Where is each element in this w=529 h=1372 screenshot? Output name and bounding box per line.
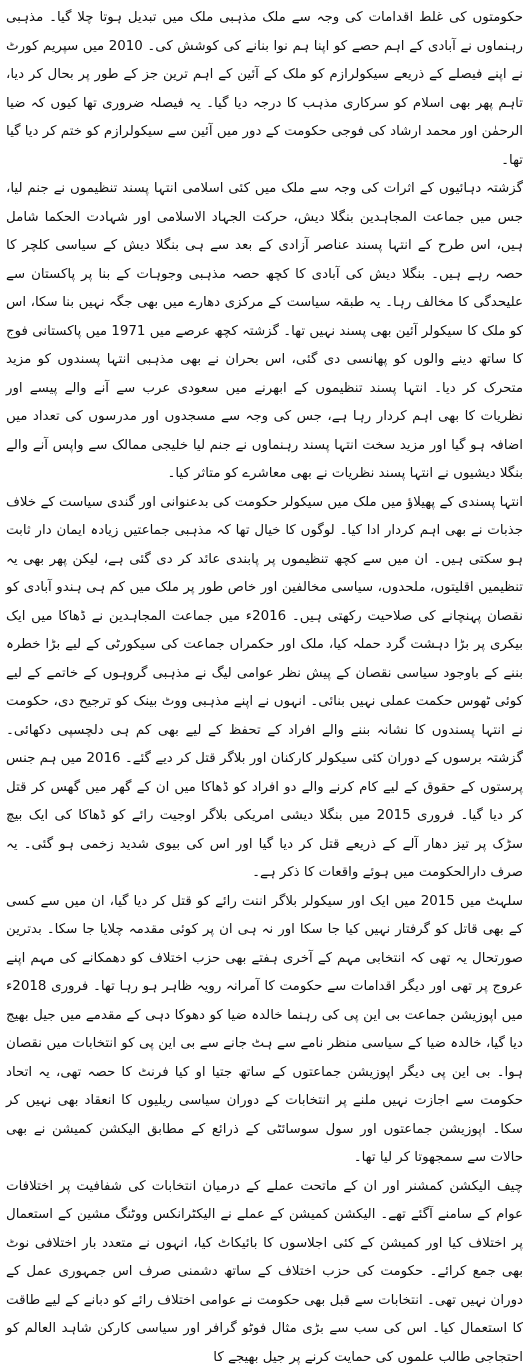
paragraph-4: سلہٹ میں 2015 میں ایک اور سیکولر بلاگر اننت رائے کو قتل کر دیا گیا، ان میں سے کسی کے بھی قاتل کو گرفتار نہیں کیا جا سکا اور نہ ہی ان پر کوئی مقدمہ چلایا جا سکا۔ بدترین صورتحال یہ تھی کہ انتخابی مہم کے آخری ہفتے بھی حزب اختلاف کو دھمکانے کی مہم اپنے عروج پر تھی اور دیگر اقدامات سے حکومت کا آمرانہ رویہ ظاہر ہو رہا تھا۔ فروری 2018ء میں اپوزیشن جماعت بی این پی کی رہنما خالدہ ضیا کو دھوکا دہی کے مقدمے میں جیل بھیج دیا گیا، خالدہ ضیا کے سیاسی منظر نامے سے ہٹ جانے سے بی این پی کو انتخابات میں نقصان ہوا۔ بی این پی دیگر اپوزیشن جماعتوں کے ساتھ جتیا او کیا فرنٹ کا حصہ تھی، یہ اتحاد حکومت سے اجازت نہیں ملنے پر انتخابات کے دوران سیاسی ریلیوں کا انعقاد بھی نہیں کر سکا۔ اپوزیشن جماعتوں اور سول سوسائٹی کے ذرائع کے مطابق الیکشن کمیشن نے بھی حالات سے سمجھوتا کر لیا تھا۔	[6, 888, 523, 1173]
paragraph-3: انتہا پسندی کے پھیلاؤ میں ملک میں سیکولر حکومت کی بدعنوانی اور گندی سیاست کے خلاف جذبات نے بھی اہم کردار ادا کیا۔ لوگوں کا خیال تھا کہ مذہبی جماعتیں زیادہ ایمان دار ثابت ہو سکتی ہیں۔ ان میں سے کچھ تنظیموں پر پابندی عائد کر دی گئی ہے، لیکن پھر بھی یہ تنظیمیں اقلیتوں، ملحدوں، سیاسی مخالفین اور خاص طور پر ملک میں کم ہی ہندو آبادی کو نقصان پہنچانے کی صلاحیت رکھتی ہیں۔ 2016ء میں جماعت المجاہدین نے ڈھاکا میں ایک بیکری پر بڑا دہشت گرد حملہ کیا، ملک اور حکمراں جماعت کی سیکورٹی کے لیے بڑا خطرہ بننے کے باوجود سیاسی نقصان کے پیش نظر عوامی لیگ نے مذہبی گروہوں کے خاتمے کے لیے کوئی ٹھوس حکمت عملی نہیں بنائی۔ انہوں نے اپنے مذہبی ووٹ بینک کو ترجیح دی، حکومت نے انتہا پسندوں کا نشانہ بننے والے افراد کے تحفظ کے لیے بھی کم ہی دلچسپی دکھائی۔ گزشتہ برسوں کے دوران کئی سیکولر کارکنان اور بلاگر قتل کر دیے گئے۔ 2016 میں ہم جنس پرستوں کے حقوق کے لیے کام کرنے والے دو افراد کو ڈھاکا میں ان کے گھر میں گھس کر قتل کر دیا گیا۔ فروری 2015 میں بنگلا دیشی امریکی بلاگر اوجیت رائے کو ڈھاکا کی ایک بیچ سڑک پر تیز دھار آلے کے ذریعے قتل کر دیا گیا اور اس کی بیوی شدید زخمی ہو گئی۔ یہ صرف دارالحکومت میں ہوئے واقعات کا ذکر ہے۔	[6, 489, 523, 888]
paragraph-5: چیف الیکشن کمشنر اور ان کے ماتحت عملے کے درمیان انتخابات کی شفافیت پر اختلافات عوام کے سامنے آگئے تھے۔ الیکشن کمیشن کے عملے نے الیکٹرانکس ووٹنگ مشین کے استعمال پر اختلاف کیا اور کمیشن کے کئی اجلاسوں کا بائیکاٹ کیا، انہوں نے متعدد بار اختلافی نوٹ بھی جمع کرائے۔ حکومت کی حزب اختلاف کے ساتھ دشمنی صرف اس جمہوری عمل کے دوران نہیں تھی۔ انتخابات سے قبل بھی حکومت نے عوامی اختلاف رائے کو دبانے کے لیے طاقت کا استعمال کیا۔ اس کی سب سے بڑی مثال فوٹو گرافر اور سیاسی کارکن شاہد العالم کو احتجاجی طالب علموں کی حمایت کرنے پر جیل بھیجے کا	[6, 1173, 523, 1372]
paragraph-2: گزشتہ دہائیوں کے اثرات کی وجہ سے ملک میں کئی اسلامی انتہا پسند تنظیموں نے جنم لیا، جس میں جماعت المجاہدین بنگلا دیش، حرکت الجہاد الاسلامی اور شہادت الحکما شامل ہیں، اس طرح کے انتہا پسند عناصر آزادی کے بعد سے ہی بنگلا دیش کے سیاسی کلچر کا حصہ رہے ہیں۔ بنگلا دیش کی آبادی کا کچھ حصہ مذہبی وجوہات کے بنا پر پاکستان سے علیحدگی کا مخالف رہا۔ یہ طبقہ سیاست کے مرکزی دھارے میں بھی جگہ نہیں بنا سکا، اس کو ملک کا سیکولر آئین بھی پسند نہیں تھا۔ گزشتہ کچھ عرصے میں 1971 میں پاکستانی فوج کا ساتھ دینے والوں کو پھانسی دی گئی، اس بحران نے بھی مذہبی انتہا پسندوں کو مزید متحرک کر دیا۔ انتہا پسند تنظیموں کے ابھرنے میں سعودی عرب سے آنے والے پیسے اور نظریات کا بھی اہم کردار رہا ہے، جس کی وجہ سے مسجدوں اور مدرسوں کی تعداد میں اضافہ ہو گیا اور مزید سخت انتہا پسند رہنماوں نے جنم لیا خلیجی ممالک سے واپس آنے والے بنگلا دیشیوں نے انتہا پسند نظریات نے بھی معاشرے کو متاثر کیا۔	[6, 175, 523, 489]
paragraph-1: حکومتوں کی غلط اقدامات کی وجہ سے ملک مذہبی ملک میں تبدیل ہوتا چلا گیا۔ مذہبی رہنماوں نے آبادی کے اہم حصے کو اپنا ہم نوا بنانے کی کوشش کی۔ 2010 میں سپریم کورٹ نے اپنے فیصلے کے ذریعے سیکولرازم کو ملک کے آئین کے اہم ترین جز کے طور پر بحال کر دیا، تاہم پھر بھی اسلام کو سرکاری مذہب کا درجہ دیا گیا۔ یہ فیصلہ ضروری تھا کیوں کہ ضیا الرحمٰن اور محمد ارشاد کی فوجی حکومت کے دور میں آئین سے سیکولرازم کو ختم کر دیا گیا تھا۔	[6, 4, 523, 175]
